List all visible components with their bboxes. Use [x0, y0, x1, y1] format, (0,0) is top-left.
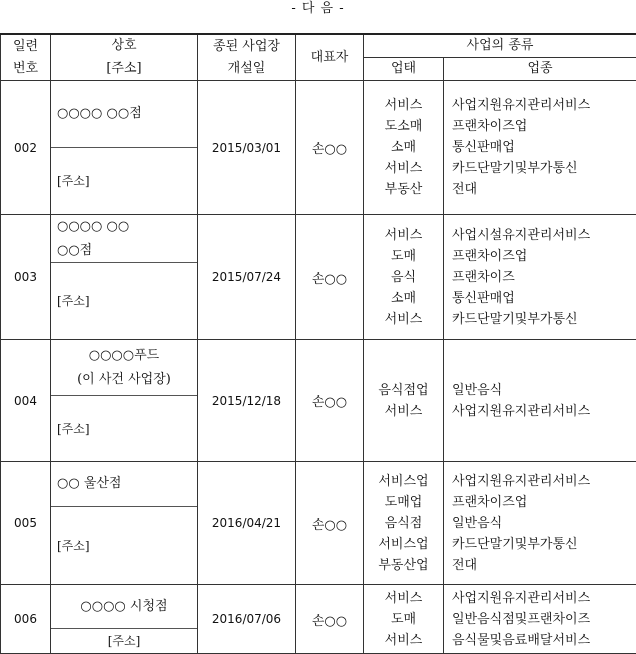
type-item: 부동산업: [364, 555, 443, 576]
business-address: [주소]: [108, 632, 141, 650]
document-heading: - 다 음 -: [0, 0, 636, 18]
header-date: [198, 34, 296, 81]
serial-cell: 002: [1, 81, 51, 215]
business-address: [주소]: [51, 420, 90, 438]
representative: 손○○: [296, 585, 364, 654]
item-entry: 전대: [444, 555, 636, 576]
business-address: [주소]: [51, 292, 90, 310]
type-item: 서비스: [364, 225, 443, 246]
table-row: [1, 340, 636, 462]
item-entry: 카드단말기및부가통신: [444, 309, 636, 330]
item-entry: 사업지원유지관리서비스: [444, 588, 636, 609]
open-date: 2016/04/21: [198, 462, 296, 585]
item-list: [444, 81, 636, 215]
representative: 손○○: [296, 81, 364, 215]
representative: 손○○: [296, 462, 364, 585]
item-entry: 일반음식점및프랜차이즈: [444, 609, 636, 630]
header-address: [주소]: [51, 58, 198, 81]
type-item: 부동산: [364, 179, 443, 200]
name-cell: [51, 340, 198, 462]
business-table: [0, 33, 636, 654]
header-type: 업태: [364, 58, 444, 81]
business-name: ○○○○ ○○: [51, 215, 197, 239]
header-serial: [1, 34, 51, 81]
item-entry: 사업지원유지관리서비스: [444, 471, 636, 492]
item-list: [444, 585, 636, 654]
open-date: 2015/12/18: [198, 340, 296, 462]
table-row: [1, 585, 636, 654]
header-date-line2: 개설일: [198, 58, 295, 80]
table-row: [1, 215, 636, 340]
name-cell: [51, 585, 198, 654]
header-date-line1: 종된 사업장: [198, 36, 295, 58]
open-date: 2016/07/06: [198, 585, 296, 654]
item-entry: 프랜차이즈: [444, 267, 636, 288]
table-row: [1, 462, 636, 585]
serial-cell: 006: [1, 585, 51, 654]
item-entry: 전대: [444, 179, 636, 200]
business-name: ○○○○푸드: [51, 344, 197, 368]
type-item: 도매: [364, 246, 443, 267]
business-address: [주소]: [51, 172, 90, 190]
item-entry: 사업지원유지관리서비스: [444, 401, 636, 422]
business-name: ○○ 울산점: [51, 472, 122, 496]
type-item: 서비스: [364, 309, 443, 330]
item-list: [444, 462, 636, 585]
type-item: 서비스: [364, 158, 443, 179]
header-kind: 사업의 종류: [364, 34, 636, 58]
item-entry: 일반음식: [444, 380, 636, 401]
header-name: 상호: [51, 34, 198, 58]
representative: 손○○: [296, 215, 364, 340]
header-row-1: [1, 34, 636, 58]
item-list: [444, 215, 636, 340]
name-cell: [51, 81, 198, 215]
type-item: 서비스: [364, 95, 443, 116]
item-entry: 프랜차이즈업: [444, 246, 636, 267]
header-item: 업종: [444, 58, 636, 81]
type-item: 서비스업: [364, 534, 443, 555]
type-list: [364, 462, 444, 585]
representative: 손○○: [296, 340, 364, 462]
business-name-cont: ○○점: [51, 239, 197, 263]
business-name: ○○○○ ○○점: [51, 102, 142, 126]
type-item: 서비스: [364, 630, 443, 651]
header-serial-line2: 번호: [1, 58, 50, 80]
item-entry: 음식물및음료배달서비스: [444, 630, 636, 651]
item-entry: 카드단말기및부가통신: [444, 158, 636, 179]
type-item: 음식: [364, 267, 443, 288]
type-item: 도소매: [364, 116, 443, 137]
type-item: 서비스업: [364, 471, 443, 492]
name-cell: [51, 462, 198, 585]
type-item: 도매업: [364, 492, 443, 513]
header-rep: 대표자: [296, 34, 364, 81]
name-cell: [51, 215, 198, 340]
item-entry: 사업지원유지관리서비스: [444, 95, 636, 116]
type-list: [364, 81, 444, 215]
serial-cell: 005: [1, 462, 51, 585]
open-date: 2015/07/24: [198, 215, 296, 340]
business-note: (이 사건 사업장): [51, 368, 197, 392]
serial-cell: 003: [1, 215, 51, 340]
serial-cell: 004: [1, 340, 51, 462]
type-list: [364, 215, 444, 340]
business-address: [주소]: [51, 537, 90, 555]
item-entry: 사업시설유지관리서비스: [444, 225, 636, 246]
item-entry: 일반음식: [444, 513, 636, 534]
type-item: 소매: [364, 137, 443, 158]
business-name: ○○○○ 시청점: [80, 595, 167, 619]
type-item: 소매: [364, 288, 443, 309]
table-row: [1, 81, 636, 215]
type-item: 서비스: [364, 401, 443, 422]
type-item: 도매: [364, 609, 443, 630]
item-entry: 프랜차이즈업: [444, 492, 636, 513]
item-list: [444, 340, 636, 462]
type-list: [364, 585, 444, 654]
type-item: 서비스: [364, 588, 443, 609]
item-entry: 통신판매업: [444, 288, 636, 309]
type-list: [364, 340, 444, 462]
item-entry: 프랜차이즈업: [444, 116, 636, 137]
item-entry: 통신판매업: [444, 137, 636, 158]
type-item: 음식점업: [364, 380, 443, 401]
type-item: 음식점: [364, 513, 443, 534]
item-entry: 카드단말기및부가통신: [444, 534, 636, 555]
open-date: 2015/03/01: [198, 81, 296, 215]
header-serial-line1: 일련: [1, 36, 50, 58]
